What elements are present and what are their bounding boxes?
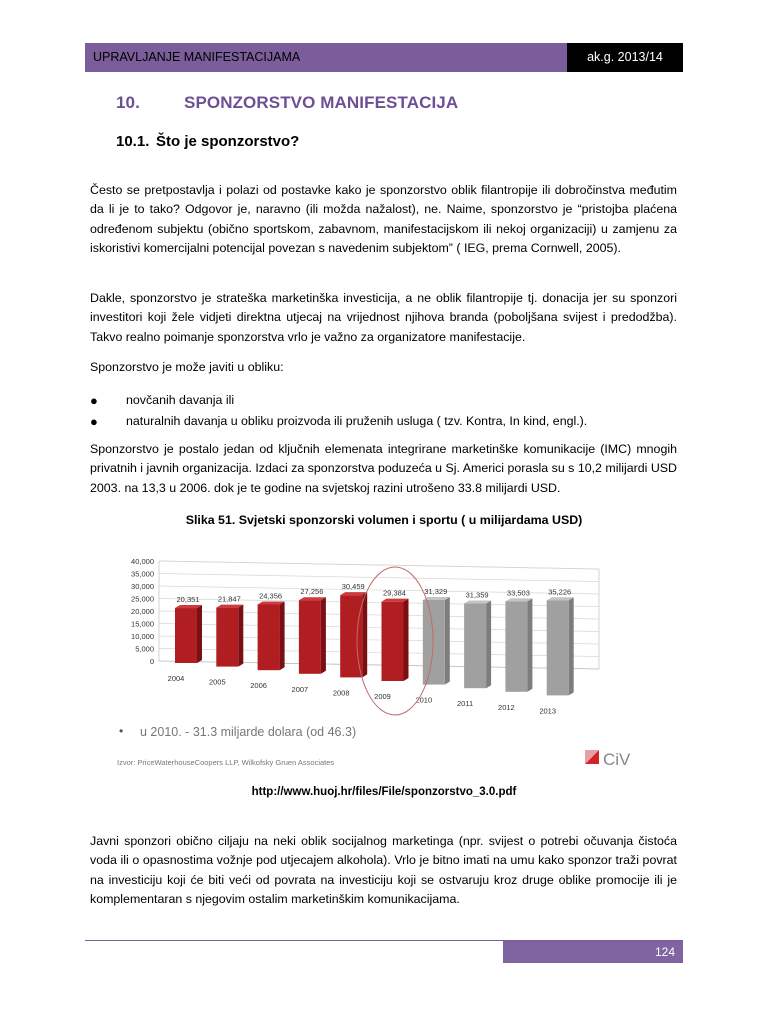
x-tick-label: 2008 — [332, 688, 350, 698]
bar-side — [486, 601, 491, 689]
section-heading — [116, 133, 299, 150]
sponsorship-bar-chart — [113, 546, 658, 778]
y-tick-label: 25,000 — [131, 594, 154, 604]
bar-value-label: 35,226 — [548, 587, 572, 597]
bullet-text: naturalnih davanja u obliku proizvoda ili pruženih usluga ( tzv. Kontra, In kind, engl.). — [126, 414, 588, 428]
y-tick-label: 35,000 — [131, 569, 154, 579]
bar-2009 — [382, 602, 404, 681]
x-tick-label: 2013 — [539, 706, 557, 716]
y-tick-label: 15,000 — [131, 619, 154, 629]
bullet-list — [90, 390, 680, 432]
paragraph-public-sponsors: Javni sponzori obično ciljaju na neki oblik socijalnog marketinga (npr. svijest o potrebi očuvanja čistoća voda ili o opasnostima vožnje pod utjecajem alkohola). Vrlo je bitno imati na umu kako sponzor traži povrat na investiciju koji će biti veći od povrata na investiciju koji se ostvaruju kroz druge oblike promocije ili je komplementaran s njegovim ostalim marketinškim komunikacijama. — [90, 834, 677, 907]
y-tick-label: 0 — [149, 657, 154, 666]
bar-side — [321, 597, 326, 674]
bar-side — [404, 599, 409, 681]
sponsorship-chart-figure — [113, 546, 658, 778]
bullet-text: novčanih davanja ili — [126, 393, 235, 407]
paragraph-definition: Često se pretpostavlja i polazi od postavke kako je sponzorstvo oblik filantropije ili dobročinstva međutim da li je to tako? Odgovor je, naravno (ili možda nažalost), ne. Naime, sponzorstvo je “pristojba plaćena određenom subjektu (obično sportskom, zabavnom, manifestacijskom ili nekoj organizaciji) u zamjenu za iskoristivi komercijalni potencijal povezan s navedenim subjektom” ( IEG, prema Cornwell, 2005). — [90, 183, 677, 256]
bar-value-label: 21,847 — [217, 594, 241, 604]
paragraph-forms-intro: Sponzorstvo je može javiti u obliku: — [90, 360, 284, 374]
bar-side — [445, 597, 450, 685]
bar-2011 — [464, 604, 486, 689]
page-number: 124 — [503, 941, 683, 963]
bar-2012 — [505, 601, 527, 691]
bar-value-label: 24,356 — [259, 591, 283, 601]
section-title: Što je sponzorstvo? — [156, 133, 300, 150]
figure-caption: Slika 51. Svjetski sponzorski volumen i sportu ( u milijardama USD) — [185, 513, 583, 527]
bar-side — [362, 592, 367, 677]
page-header — [85, 43, 683, 72]
x-tick-label: 2004 — [167, 674, 185, 683]
list-item — [90, 411, 680, 432]
chart-source: Izvor: PriceWaterhouseCoopers LLP, Wilkofsky Gruen Associates — [117, 758, 335, 767]
header-academic-year: ak.g. 2013/14 — [567, 43, 683, 72]
bar-2013 — [547, 600, 569, 695]
section-number: 10.1. — [116, 133, 150, 150]
bar-value-label: 31,329 — [424, 587, 448, 597]
bar-value-label: 27,256 — [300, 587, 324, 597]
bar-value-label: 30,459 — [341, 582, 365, 592]
x-tick-label: 2005 — [208, 677, 226, 687]
figure-source-url: http://www.huoj.hr/files/File/sponzorstvo_3.0.pdf — [251, 786, 517, 798]
list-item — [90, 390, 680, 411]
x-tick-label: 2012 — [498, 702, 515, 712]
bar-value-label: 20,351 — [176, 595, 200, 605]
x-tick-label: 2007 — [291, 684, 309, 694]
x-tick-label: 2010 — [415, 695, 433, 705]
bar-value-label: 29,384 — [383, 588, 406, 598]
chapter-number: 10. — [116, 93, 140, 112]
y-tick-label: 40,000 — [131, 557, 154, 566]
bar-value-label: 33,503 — [506, 588, 530, 598]
y-tick-label: 30,000 — [131, 582, 154, 591]
y-tick-label: 20,000 — [131, 607, 154, 616]
y-tick-label: 5,000 — [135, 644, 154, 654]
paragraph-strategic-investment: Dakle, sponzorstvo je strateška marketinška investicija, a ne oblik filantropije tj. donacija jer su sponzori investitori koji žele vidjeti direktna utjecaj na vrijednost njihova branda (poboljšana svijest i predodžba). Takvo realno poimanje sponzorstva vrlo je važno za organizatore manifestacije. — [90, 291, 677, 344]
chapter-heading — [116, 93, 458, 113]
chart-note: u 2010. - 31.3 miljarde dolara (od 46.3) — [140, 725, 357, 739]
bar-2007 — [299, 600, 321, 674]
x-tick-label: 2009 — [374, 692, 391, 701]
bar-side — [280, 601, 285, 670]
header-course-title: UPRAVLJANJE MANIFESTACIJAMA — [85, 43, 567, 72]
bar-side — [569, 597, 574, 695]
paragraph-imc: Sponzorstvo je postalo jedan od ključnih elemenata integrirane marketinške komunikacije (IMC) mnogih privatnih i javnih organizacija. Izdaci za sponzorstva poduzeća u Sj. Americi porasla su s 10,2 milijardi USD 2003. na 13,3 u 2006. dok je te godine na svjetskoj razini utrošeno 33.8 milijardi USD. — [90, 442, 677, 495]
note-bullet: • — [119, 724, 124, 738]
bar-side — [238, 605, 243, 667]
civ-logo-text: CiV — [603, 750, 631, 769]
bar-side — [197, 605, 202, 663]
bar-side — [527, 598, 532, 691]
bullet-icon: ● — [90, 393, 98, 408]
chapter-title: SPONZORSTVO MANIFESTACIJA — [184, 93, 459, 112]
bar-2006 — [258, 604, 280, 670]
bullet-icon: ● — [90, 414, 98, 429]
bar-2010 — [423, 600, 445, 685]
bar-value-label: 31,359 — [465, 590, 489, 600]
bar-2005 — [216, 608, 238, 667]
x-tick-label: 2006 — [250, 681, 267, 691]
bar-2004 — [175, 608, 197, 663]
y-tick-label: 10,000 — [131, 632, 154, 641]
x-tick-label: 2011 — [457, 699, 474, 709]
